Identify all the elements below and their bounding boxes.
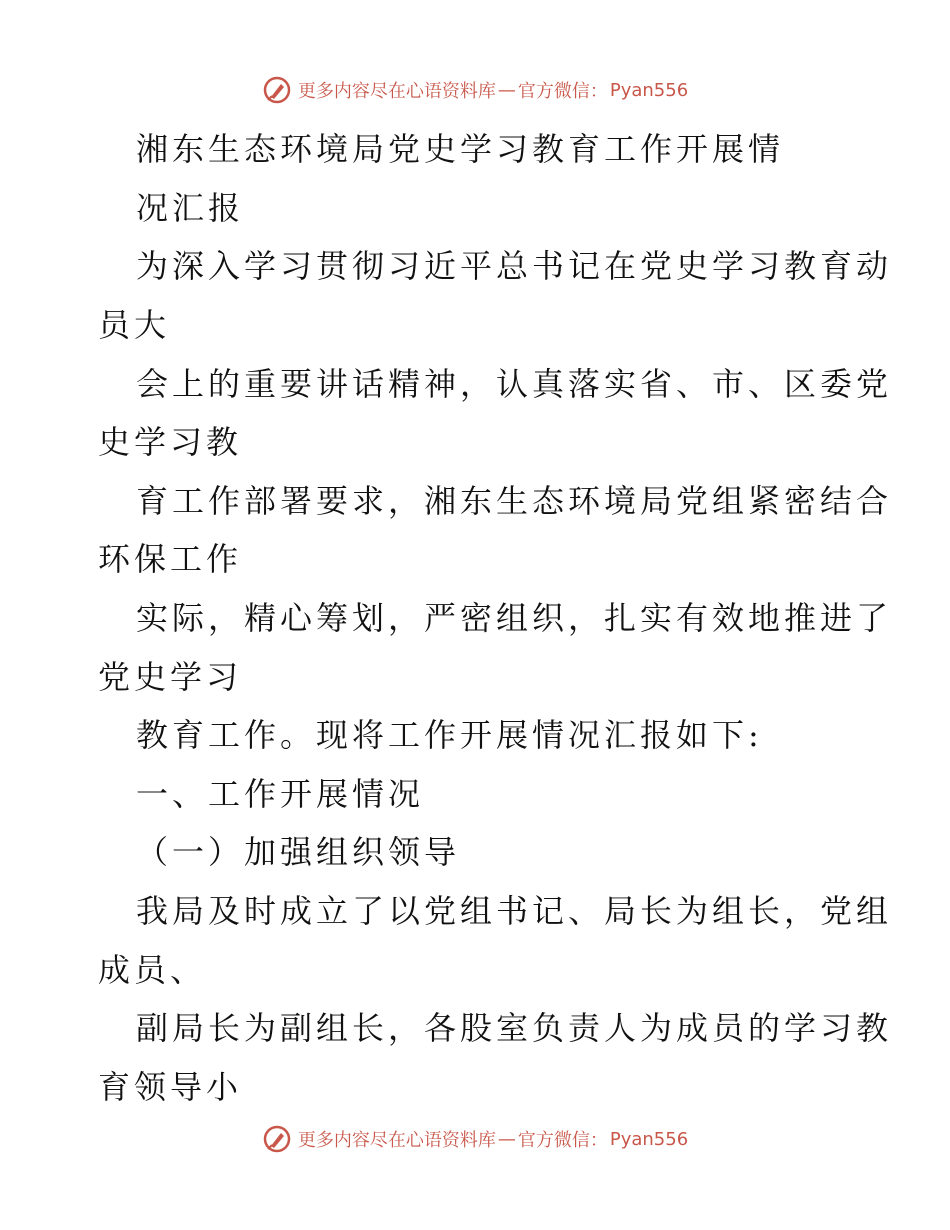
banner-site-text: 更多内容尽在心语资料库	[297, 81, 496, 102]
document-line: 党史学习	[98, 657, 243, 696]
document-line: 一、工作开展情况	[136, 774, 425, 813]
banner-wechat-label: 官方微信：	[517, 1130, 608, 1151]
footer-banner	[0, 1119, 950, 1159]
document-line: 副局长为副组长，各股室负责人为成员的学习教	[136, 1009, 893, 1048]
document-line: 况汇报	[136, 188, 245, 227]
document-line: 会上的重要讲话精神，认真落实省、市、区委党	[136, 364, 893, 403]
document-line: 湘东生态环境局党史学习教育工作开展情	[136, 130, 785, 169]
banner-wechat-id: Pyan556	[609, 1128, 689, 1150]
document-line: 成员、	[98, 950, 207, 989]
document-body	[98, 120, 893, 1116]
document-line: 实际，精心筹划，严密组织，扎实有效地推进了	[136, 599, 893, 638]
banner-site-text: 更多内容尽在心语资料库	[297, 1130, 496, 1151]
pen-nib-logo-icon	[262, 75, 292, 105]
document-line: 员大	[98, 306, 171, 345]
pen-nib-logo-icon	[262, 1124, 292, 1154]
document-line: 教育工作。现将工作开展情况汇报如下:	[136, 716, 763, 755]
banner-wechat-id: Pyan556	[609, 79, 689, 101]
document-line: （一）加强组织领导	[136, 833, 461, 872]
banner-separator: —	[497, 1128, 516, 1150]
document-line: 为深入学习贯彻习近平总书记在党史学习教育动	[136, 247, 893, 286]
banner-separator: —	[497, 79, 516, 101]
banner-wechat-label: 官方微信：	[517, 81, 608, 102]
document-line: 我局及时成立了以党组书记、局长为组长，党组	[136, 892, 893, 931]
document-line: 史学习教	[98, 423, 243, 462]
document-line: 育领导小	[98, 1067, 243, 1106]
document-line: 育工作部署要求，湘东生态环境局党组紧密结合	[136, 481, 893, 520]
header-banner	[0, 70, 950, 110]
document-line: 环保工作	[98, 540, 243, 579]
